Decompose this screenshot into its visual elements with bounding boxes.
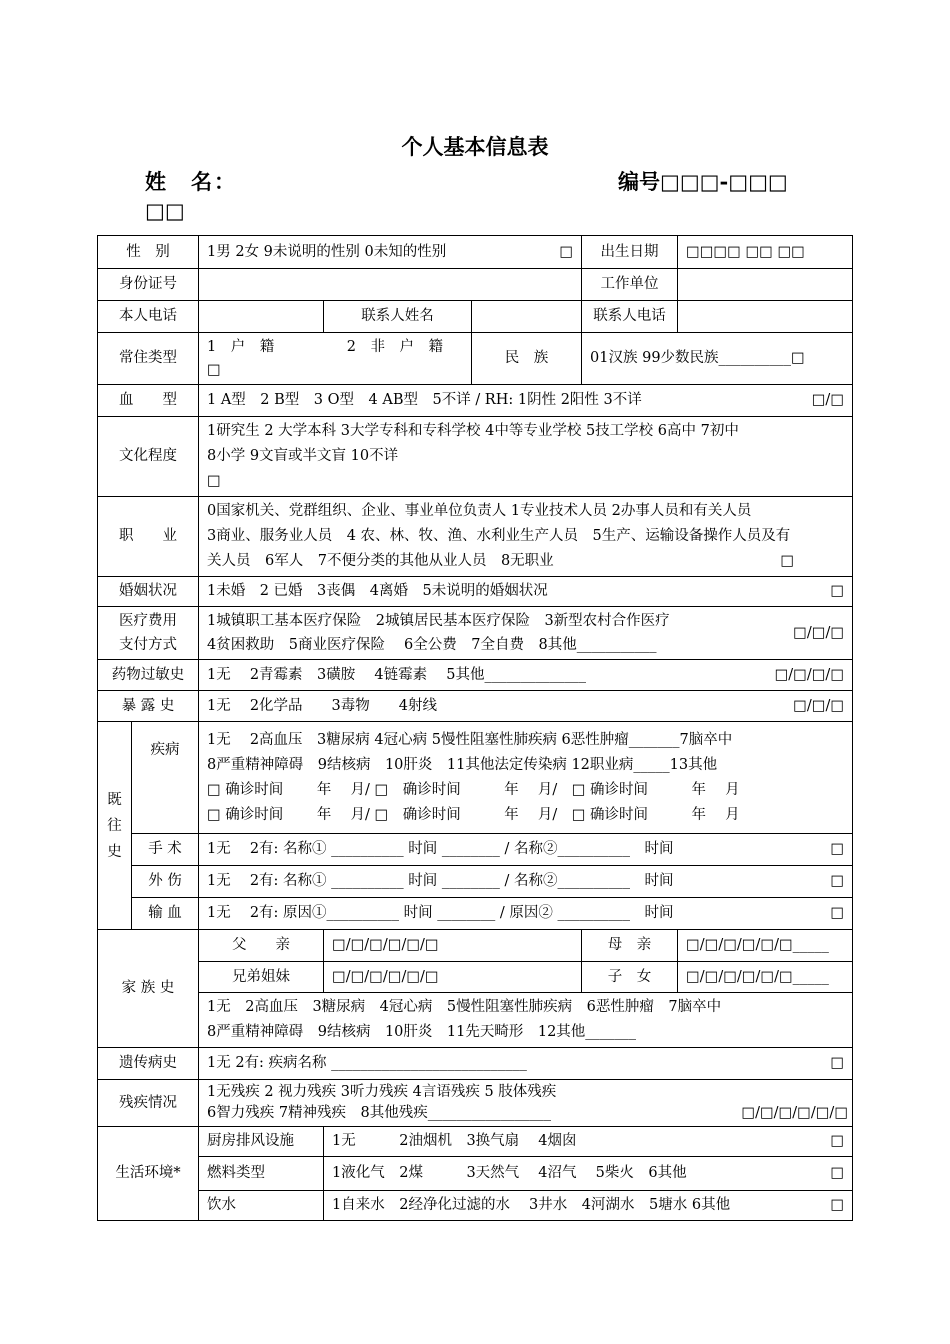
allergy-checkbox[interactable]: □/□/□/□	[774, 666, 845, 683]
fuel-field[interactable]	[324, 1157, 853, 1191]
disease-diagnosis-row-2[interactable]: □ 确诊时间 年 月/ □ 确诊时间 年 月/ □ 确诊时间 年 月	[207, 806, 740, 823]
transfusion-text: 1无 2有: 原因①__________ 时间 ________ / 原因② __________ 时间	[207, 905, 674, 921]
ethnic-label: 民 族	[472, 333, 582, 385]
disability-options-1: 1无残疾 2 视力残疾 3听力残疾 4言语残疾 5 肢体残疾	[207, 1084, 557, 1100]
disability-label: 残疾情况	[98, 1080, 199, 1127]
occupation-field[interactable]	[199, 497, 853, 577]
water-label: 饮水	[199, 1191, 324, 1221]
mother-label: 母 亲	[582, 930, 678, 962]
genetic-text: 1无 2有: 疾病名称 ___________________________	[207, 1055, 527, 1071]
fuel-options: 1液化气 2煤 3天然气 4沼气 5柴火 6其他	[332, 1165, 687, 1181]
payment-options-1: 1城镇职工基本医疗保险 2城镇居民基本医疗保险 3新型农村合作医疗	[207, 613, 670, 629]
allergy-field[interactable]	[199, 660, 853, 691]
education-field[interactable]	[199, 417, 853, 497]
children-checkboxes[interactable]: □/□/□/□/□/□_____	[678, 962, 853, 993]
page-title: 个人基本信息表	[401, 134, 549, 159]
gender-label: 性 别	[98, 236, 199, 269]
children-label: 子 女	[582, 962, 678, 993]
surgery-field[interactable]	[199, 834, 853, 866]
contact-phone-field[interactable]	[678, 301, 853, 333]
contact-phone-label: 联系人电话	[582, 301, 678, 333]
code-label: 编号□□□-□□□	[618, 169, 788, 194]
payment-label	[98, 607, 199, 660]
fuel-label: 燃料类型	[199, 1157, 324, 1191]
payment-checkbox[interactable]: □/□/□	[793, 625, 845, 641]
exposure-label: 暴 露 史	[98, 691, 199, 722]
ethnic-field[interactable]: 01汉族 99少数民族__________□	[582, 333, 853, 385]
disability-checkbox[interactable]: □/□/□/□/□/□	[741, 1105, 849, 1121]
genetic-label: 遗传病史	[98, 1048, 199, 1080]
disability-options-2: 6智力残疾 7精神残疾 8其他残疾_________________	[207, 1105, 552, 1121]
gender-checkbox[interactable]: □	[559, 243, 574, 260]
genetic-field[interactable]	[199, 1048, 853, 1080]
father-checkboxes[interactable]: □/□/□/□/□/□	[324, 930, 582, 962]
kitchen-checkbox[interactable]: □	[830, 1133, 845, 1149]
info-form	[97, 235, 853, 1221]
marriage-label: 婚姻状况	[98, 577, 199, 607]
marriage-field[interactable]	[199, 577, 853, 607]
occupation-options-3: 关人员 6军人 7不便分类的其他从业人员 8无职业	[207, 553, 554, 569]
exposure-options: 1无 2化学品 3毒物 4射线	[207, 697, 438, 714]
water-options: 1自来水 2经净化过滤的水 3井水 4河湖水 5塘水 6其他	[332, 1197, 731, 1213]
contact-name-label: 联系人姓名	[324, 301, 472, 333]
trauma-label: 外 伤	[132, 866, 199, 898]
residence-label: 常住类型	[98, 333, 199, 385]
name-label: 姓 名：	[145, 169, 237, 194]
work-unit-label: 工作单位	[582, 269, 678, 301]
exposure-checkbox[interactable]: □/□/□	[793, 697, 845, 714]
water-checkbox[interactable]: □	[830, 1197, 845, 1213]
marriage-checkbox[interactable]: □	[830, 583, 845, 599]
kitchen-field[interactable]	[324, 1127, 853, 1157]
genetic-checkbox[interactable]: □	[830, 1055, 845, 1071]
blood-field[interactable]	[199, 385, 853, 417]
residence-checkbox[interactable]: □	[207, 361, 221, 378]
residence-options: 1 户 籍 2 非 户 籍	[207, 338, 443, 355]
surgery-checkbox[interactable]: □	[830, 841, 845, 857]
siblings-label: 兄弟姐妹	[199, 962, 324, 993]
education-options-1: 1研究生 2 大学本科 3大学专科和专科学校 4中等专业学校 5技工学校 6高中 7初中	[207, 423, 739, 439]
disease-options-2: 8严重精神障碍 9结核病 10肝炎 11其他法定传染病 12职业病_____13其他	[207, 756, 718, 773]
trauma-text: 1无 2有: 名称① __________ 时间 ________ / 名称②__________ 时间	[207, 873, 674, 889]
contact-name-field[interactable]	[472, 301, 582, 333]
occupation-options-2: 3商业、服务业人员 4 农、林、牧、渔、水利业生产人员 5生产、运输设备操作人员及有	[207, 528, 791, 544]
phone-field[interactable]	[199, 301, 324, 333]
family-options	[199, 993, 853, 1048]
surgery-text: 1无 2有: 名称① __________ 时间 ________ / 名称②__________ 时间	[207, 841, 674, 857]
trauma-checkbox[interactable]: □	[830, 873, 845, 889]
id-field[interactable]	[199, 269, 582, 301]
dob-field[interactable]: □□□□ □□ □□	[678, 236, 853, 269]
disability-field[interactable]	[199, 1080, 853, 1127]
disease-options-1: 1无 2高血压 3糖尿病 4冠心病 5慢性阻塞性肺疾病 6恶性肿瘤_______7脑卒中	[207, 731, 733, 748]
dob-label: 出生日期	[582, 236, 678, 269]
gender-field[interactable]	[199, 236, 582, 269]
water-field[interactable]	[324, 1191, 853, 1221]
allergy-label: 药物过敏史	[98, 660, 199, 691]
payment-label-1: 医疗费用	[119, 613, 177, 629]
family-options-1: 1无 2高血压 3糖尿病 4冠心病 5慢性阻塞性肺疾病 6恶性肿瘤 7脑卒中	[207, 999, 722, 1015]
allergy-options: 1无 2青霉素 3磺胺 4链霉素 5其他______________	[207, 666, 586, 683]
gender-options: 1男 2女 9未说明的性别 0未知的性别	[207, 243, 447, 260]
code-boxes-continued: □□	[145, 198, 185, 223]
fuel-checkbox[interactable]: □	[830, 1165, 845, 1181]
id-label: 身份证号	[98, 269, 199, 301]
education-options-2: 8小学 9文盲或半文盲 10不详	[207, 448, 399, 464]
education-label: 文化程度	[98, 417, 199, 497]
disease-label: 疾病	[132, 722, 199, 834]
blood-checkbox[interactable]: □/□	[811, 392, 845, 408]
work-unit-field[interactable]	[678, 269, 853, 301]
family-label: 家 族 史	[98, 930, 199, 1048]
father-label: 父 亲	[199, 930, 324, 962]
history-label-text: 既往史	[107, 791, 122, 860]
disease-diagnosis-row-1[interactable]: □ 确诊时间 年 月/ □ 确诊时间 年 月/ □ 确诊时间 年 月	[207, 781, 740, 798]
transfusion-field[interactable]	[199, 898, 853, 930]
payment-label-2: 支付方式	[119, 637, 177, 653]
kitchen-label: 厨房排风设施	[199, 1127, 324, 1157]
siblings-checkboxes[interactable]: □/□/□/□/□/□	[324, 962, 582, 993]
trauma-field[interactable]	[199, 866, 853, 898]
marriage-options: 1未婚 2 已婚 3丧偶 4离婚 5未说明的婚姻状况	[207, 583, 548, 599]
transfusion-checkbox[interactable]: □	[830, 905, 845, 921]
occupation-checkbox[interactable]: □	[780, 553, 795, 569]
phone-label: 本人电话	[98, 301, 199, 333]
occupation-options-1: 0国家机关、党群组织、企业、事业单位负责人 1专业技术人员 2办事人员和有关人员	[207, 503, 752, 519]
payment-field[interactable]	[199, 607, 853, 660]
mother-checkboxes[interactable]: □/□/□/□/□/□_____	[678, 930, 853, 962]
residence-field[interactable]	[199, 333, 472, 385]
payment-options-2: 4贫困救助 5商业医疗保险 6全公费 7全自费 8其他___________	[207, 637, 657, 653]
surgery-label: 手 术	[132, 834, 199, 866]
disease-field[interactable]	[199, 722, 853, 834]
history-label	[98, 722, 132, 930]
blood-label: 血 型	[98, 385, 199, 417]
education-checkbox[interactable]: □	[207, 473, 221, 489]
kitchen-options: 1无 2油烟机 3换气扇 4烟囱	[332, 1133, 577, 1149]
environment-label: 生活环境*	[98, 1127, 199, 1221]
exposure-field[interactable]	[199, 691, 853, 722]
occupation-label: 职 业	[98, 497, 199, 577]
transfusion-label: 输 血	[132, 898, 199, 930]
family-options-2: 8严重精神障碍 9结核病 10肝炎 11先天畸形 12其他_______	[207, 1024, 637, 1040]
blood-options: 1 A型 2 B型 3 O型 4 AB型 5不详 / RH: 1阴性 2阳性 3不详	[207, 392, 642, 408]
